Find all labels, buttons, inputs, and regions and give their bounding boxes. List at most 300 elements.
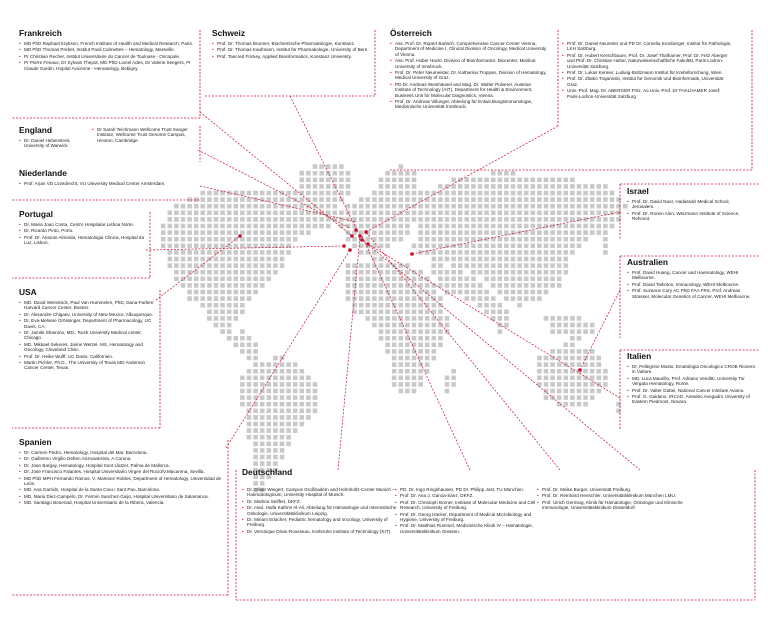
bullet-icon: •: [390, 81, 392, 87]
map-dot: [537, 257, 542, 262]
map-dot: [187, 230, 192, 235]
map-dot: [346, 283, 351, 288]
contact-item: • PD. Dr. Ingo Ringshausen, PD Dr. Philipp Jost, TU München.: [395, 487, 525, 492]
map-dot: [253, 362, 258, 367]
map-dot: [366, 211, 371, 216]
map-dot: [484, 191, 489, 196]
map-dot: [399, 204, 404, 209]
map-dot: [531, 296, 536, 301]
map-dot: [187, 290, 192, 295]
map-dot: [504, 296, 509, 301]
contact-item: • MD. Luca Maurillo, Prof. Adriano Venditti, University Tor Vergata Hematology, Rome.: [627, 375, 745, 387]
map-dot: [590, 184, 595, 189]
map-dot: [267, 422, 272, 427]
map-dot: [286, 442, 291, 447]
map-dot: [471, 270, 476, 275]
map-dot: [610, 211, 615, 216]
map-dot: [214, 257, 219, 262]
map-dot: [550, 230, 555, 235]
contact-item: • Dr. Ricardo Pinto, Porto.: [19, 228, 74, 234]
map-dot: [247, 415, 252, 420]
map-dot: [537, 283, 542, 288]
map-dot: [504, 217, 509, 222]
map-dot: [227, 323, 232, 328]
map-dot: [491, 204, 496, 209]
map-dot: [385, 323, 390, 328]
section-title: Deutschland: [242, 467, 293, 477]
map-dot: [524, 263, 529, 268]
map-dot: [590, 356, 595, 361]
map-dot: [577, 349, 582, 354]
map-dot: [240, 250, 245, 255]
map-dot: [557, 382, 562, 387]
map-dot: [438, 336, 443, 341]
map-dot: [234, 211, 239, 216]
map-dot: [557, 257, 562, 262]
map-dot: [187, 211, 192, 216]
map-dot: [412, 316, 417, 321]
map-dot: [194, 224, 199, 229]
map-dot: [306, 178, 311, 183]
map-dot: [267, 362, 272, 367]
map-dot: [471, 191, 476, 196]
map-dot: [590, 389, 595, 394]
bullet-icon: •: [212, 53, 214, 59]
map-dot: [432, 224, 437, 229]
map-dot: [564, 184, 569, 189]
map-dot: [207, 244, 212, 249]
map-dot: [557, 356, 562, 361]
map-dot: [557, 250, 562, 255]
bullet-icon: •: [19, 493, 21, 499]
map-dot: [425, 323, 430, 328]
map-dot: [293, 217, 298, 222]
map-dot: [240, 402, 245, 407]
map-dot: [260, 270, 265, 275]
map-dot: [491, 250, 496, 255]
map-dot: [260, 382, 265, 387]
map-dot: [550, 362, 555, 367]
map-dot: [207, 316, 212, 321]
map-dot: [498, 290, 503, 295]
map-dot: [214, 191, 219, 196]
map-dot: [253, 204, 258, 209]
map-dot: [458, 191, 463, 196]
bullet-icon: •: [242, 498, 244, 504]
map-dot: [194, 263, 199, 268]
map-dot: [511, 191, 516, 196]
map-dot: [253, 290, 258, 295]
map-dot: [491, 211, 496, 216]
map-dot: [418, 237, 423, 242]
map-dot: [260, 217, 265, 222]
map-dot: [418, 283, 423, 288]
map-dot: [293, 211, 298, 216]
map-dot: [438, 329, 443, 334]
map-dot: [597, 191, 602, 196]
map-dot: [478, 283, 483, 288]
map-dot: [557, 329, 562, 334]
map-dot: [385, 310, 390, 315]
map-dot: [504, 250, 509, 255]
location-marker: [348, 248, 352, 252]
contact-item: • Prof. Dr. Ronen Alon, Weizmann Institute of Science, Rehovot.: [627, 210, 740, 222]
map-dot: [267, 191, 272, 196]
bullet-icon: •: [390, 41, 392, 46]
map-dot: [207, 250, 212, 255]
map-dot: [379, 277, 384, 282]
map-dot: [300, 224, 305, 229]
map-dot: [511, 277, 516, 282]
map-dot: [544, 197, 549, 202]
section-deutschland: [242, 467, 757, 534]
map-dot: [511, 263, 516, 268]
map-dot: [352, 283, 357, 288]
map-dot: [550, 191, 555, 196]
map-dot: [286, 217, 291, 222]
map-dot: [432, 343, 437, 348]
map-dot: [273, 263, 278, 268]
map-dot: [557, 237, 562, 242]
map-dot: [412, 217, 417, 222]
map-dot: [168, 244, 173, 249]
map-dot: [471, 217, 476, 222]
map-dot: [498, 303, 503, 308]
map-dot: [273, 415, 278, 420]
map-dot: [247, 382, 252, 387]
map-dot: [458, 250, 463, 255]
map-dot: [385, 224, 390, 229]
bullet-icon: •: [19, 222, 21, 227]
map-dot: [220, 263, 225, 268]
map-dot: [405, 204, 410, 209]
map-dot: [300, 184, 305, 189]
map-dot: [220, 257, 225, 262]
map-dot: [570, 224, 575, 229]
map-dot: [498, 191, 503, 196]
map-dot: [181, 224, 186, 229]
map-dot: [478, 270, 483, 275]
bullet-icon: •: [19, 311, 21, 317]
map-dot: [564, 250, 569, 255]
map-dot: [517, 244, 522, 249]
map-dot: [570, 323, 575, 328]
map-dot: [201, 303, 206, 308]
map-dot: [253, 224, 258, 229]
map-dot: [418, 376, 423, 381]
map-dot: [234, 230, 239, 235]
map-dot: [590, 191, 595, 196]
map-dot: [412, 244, 417, 249]
map-dot: [458, 283, 463, 288]
contact-item: • Prof. Dr. Daniel Neureiter und PD Dr. Cornelia Kronberger, Institut für Pathologie, LKH Salzburg.: [562, 41, 732, 52]
map-dot: [577, 376, 582, 381]
map-dot: [319, 217, 324, 222]
map-dot: [247, 191, 252, 196]
map-dot: [293, 415, 298, 420]
location-marker: [364, 230, 368, 234]
map-dot: [306, 382, 311, 387]
map-dot: [438, 316, 443, 321]
map-dot: [524, 217, 529, 222]
map-dot: [544, 237, 549, 242]
contact-item: • MD PhD Thomas Prebet, Institut Paoli Calmettes – Hematology, Marseille.: [19, 47, 175, 53]
map-dot: [392, 316, 397, 321]
map-dot: [557, 277, 562, 282]
map-dot: [280, 263, 285, 268]
map-dot: [240, 191, 245, 196]
map-dot: [458, 211, 463, 216]
map-dot: [267, 409, 272, 414]
contact-item: • Prof. G. Gaidano, IRCAD, Amedeo Avogadro University of Eastern Piedmont, Novara.: [627, 394, 750, 405]
map-dot: [220, 217, 225, 222]
map-dot: [168, 224, 173, 229]
map-dot: [517, 178, 522, 183]
map-dot: [234, 257, 239, 262]
map-dot: [273, 409, 278, 414]
map-dot: [557, 323, 562, 328]
map-dot: [220, 237, 225, 242]
map-dot: [478, 224, 483, 229]
map-dot: [207, 191, 212, 196]
map-dot: [484, 211, 489, 216]
map-dot: [181, 230, 186, 235]
map-dot: [168, 230, 173, 235]
contact-item: • Dr. Maria Joao Costa, Centro Hospitalar Lisboa Norte.: [19, 222, 135, 227]
map-dot: [168, 217, 173, 222]
map-dot: [550, 263, 555, 268]
map-dot: [603, 204, 608, 209]
map-dot: [234, 277, 239, 282]
map-dot: [392, 362, 397, 367]
map-dot: [399, 376, 404, 381]
map-dot: [273, 435, 278, 440]
map-dot: [201, 217, 206, 222]
map-dot: [491, 283, 496, 288]
map-dot: [517, 277, 522, 282]
map-dot: [366, 296, 371, 301]
map-dot: [187, 283, 192, 288]
map-dot: [346, 184, 351, 189]
map-dot: [478, 204, 483, 209]
map-dot: [451, 283, 456, 288]
map-dot: [392, 230, 397, 235]
map-dot: [280, 389, 285, 394]
map-dot: [557, 184, 562, 189]
contact-item: • Prof. Dr. Peter Neumeister, Dr. Katharina Troppan, Division of Hematology, Medical University of Graz.: [390, 70, 547, 81]
map-dot: [438, 184, 443, 189]
map-dot: [557, 191, 562, 196]
map-dot: [399, 303, 404, 308]
bullet-icon: •: [627, 199, 629, 204]
map-dot: [438, 197, 443, 202]
map-dot: [326, 171, 331, 176]
map-dot: [247, 237, 252, 242]
map-dot: [359, 263, 364, 268]
map-dot: [247, 204, 252, 209]
map-dot: [379, 197, 384, 202]
map-dot: [550, 369, 555, 374]
map-dot: [577, 382, 582, 387]
map-dot: [583, 237, 588, 242]
map-dot: [451, 237, 456, 242]
map-dot: [319, 204, 324, 209]
contact-list: [390, 41, 548, 111]
map-dot: [458, 270, 463, 275]
map-dot: [326, 184, 331, 189]
contact-item: • MD PhD MPH Fernando Ramos, V. Martinez-Robles, Department of Hematology, Universidad de León.: [19, 475, 222, 487]
bullet-icon: •: [390, 70, 392, 76]
map-dot: [247, 250, 252, 255]
map-dot: [247, 263, 252, 268]
map-dot: [425, 362, 430, 367]
map-dot: [207, 217, 212, 222]
map-dot: [517, 257, 522, 262]
map-dot: [201, 191, 206, 196]
bullet-icon: •: [627, 270, 629, 275]
map-dot: [247, 217, 252, 222]
map-dot: [359, 250, 364, 255]
map-dot: [326, 224, 331, 229]
map-dot: [557, 369, 562, 374]
map-dot: [240, 204, 245, 209]
map-dot: [392, 263, 397, 268]
map-dot: [273, 442, 278, 447]
map-dot: [319, 224, 324, 229]
map-dot: [557, 362, 562, 367]
map-dot: [187, 217, 192, 222]
map-dot: [260, 376, 265, 381]
map-dot: [392, 356, 397, 361]
map-dot: [214, 303, 219, 308]
map-dot: [286, 191, 291, 196]
map-dot: [253, 283, 258, 288]
map-dot: [267, 455, 272, 460]
map-dot: [227, 217, 232, 222]
map-dot: [570, 250, 575, 255]
map-dot: [399, 191, 404, 196]
map-dot: [267, 211, 272, 216]
map-dot: [253, 211, 258, 216]
map-dot: [603, 244, 608, 249]
map-dot: [366, 237, 371, 242]
map-dot: [207, 204, 212, 209]
map-dot: [300, 415, 305, 420]
section-title: Frankreich: [19, 28, 62, 38]
map-dot: [385, 211, 390, 216]
map-dot: [570, 343, 575, 348]
map-dot: [194, 283, 199, 288]
map-dot: [392, 369, 397, 374]
map-dot: [359, 310, 364, 315]
map-dot: [517, 296, 522, 301]
contact-list: [627, 364, 757, 405]
map-dot: [577, 197, 582, 202]
map-dot: [352, 244, 357, 249]
bullet-icon: •: [242, 487, 244, 492]
map-dot: [253, 270, 258, 275]
map-dot: [590, 329, 595, 334]
map-dot: [306, 224, 311, 229]
map-dot: [498, 277, 503, 282]
map-dot: [247, 369, 252, 374]
map-dot: [220, 283, 225, 288]
section-title: Niederlande: [19, 168, 67, 178]
map-dot: [207, 296, 212, 301]
bullet-icon: •: [395, 499, 397, 505]
map-dot: [564, 257, 569, 262]
map-dot: [333, 197, 338, 202]
map-dot: [392, 382, 397, 387]
map-dot: [465, 290, 470, 295]
contact-item: • Prof. Dr. Christoph Borner, Institute of Molecular Medicine and Cell Research, University of Freiburg.: [395, 499, 536, 511]
map-dot: [564, 270, 569, 275]
map-dot: [531, 184, 536, 189]
map-dot: [557, 349, 562, 354]
map-dot: [399, 237, 404, 242]
map-dot: [372, 316, 377, 321]
map-dot: [346, 204, 351, 209]
map-dot: [405, 310, 410, 315]
map-dot: [544, 277, 549, 282]
map-dot: [583, 197, 588, 202]
map-dot: [214, 310, 219, 315]
map-dot: [544, 356, 549, 361]
map-dot: [577, 191, 582, 196]
map-dot: [379, 184, 384, 189]
map-dot: [220, 197, 225, 202]
map-dot: [392, 376, 397, 381]
map-dot: [201, 244, 206, 249]
map-dot: [201, 237, 206, 242]
map-dot: [267, 402, 272, 407]
map-dot: [432, 237, 437, 242]
map-dot: [306, 389, 311, 394]
map-dot: [597, 224, 602, 229]
map-dot: [564, 343, 569, 348]
bullet-icon: •: [627, 394, 629, 400]
map-dot: [352, 296, 357, 301]
map-dot: [280, 402, 285, 407]
map-dot: [537, 356, 542, 361]
map-dot: [247, 224, 252, 229]
map-dot: [339, 164, 344, 169]
contact-item: • Dr. Veronique Orian-Rousseau, Karlsruhe Institute of Technology (KIT).: [242, 528, 392, 534]
map-dot: [346, 296, 351, 301]
map-dot: [451, 184, 456, 189]
map-dot: [201, 197, 206, 202]
map-dot: [366, 263, 371, 268]
map-dot: [564, 316, 569, 321]
map-dot: [372, 211, 377, 216]
map-dot: [385, 329, 390, 334]
map-dot: [537, 376, 542, 381]
location-marker: [350, 234, 354, 238]
map-dot: [286, 402, 291, 407]
map-dot: [379, 204, 384, 209]
map-dot: [260, 250, 265, 255]
map-dot: [465, 250, 470, 255]
map-dot: [286, 422, 291, 427]
map-dot: [306, 217, 311, 222]
map-dot: [260, 481, 265, 486]
map-dot: [412, 362, 417, 367]
map-dot: [577, 402, 582, 407]
map-dot: [300, 409, 305, 414]
map-dot: [451, 277, 456, 282]
section-italien: [627, 351, 757, 406]
map-dot: [313, 164, 318, 169]
